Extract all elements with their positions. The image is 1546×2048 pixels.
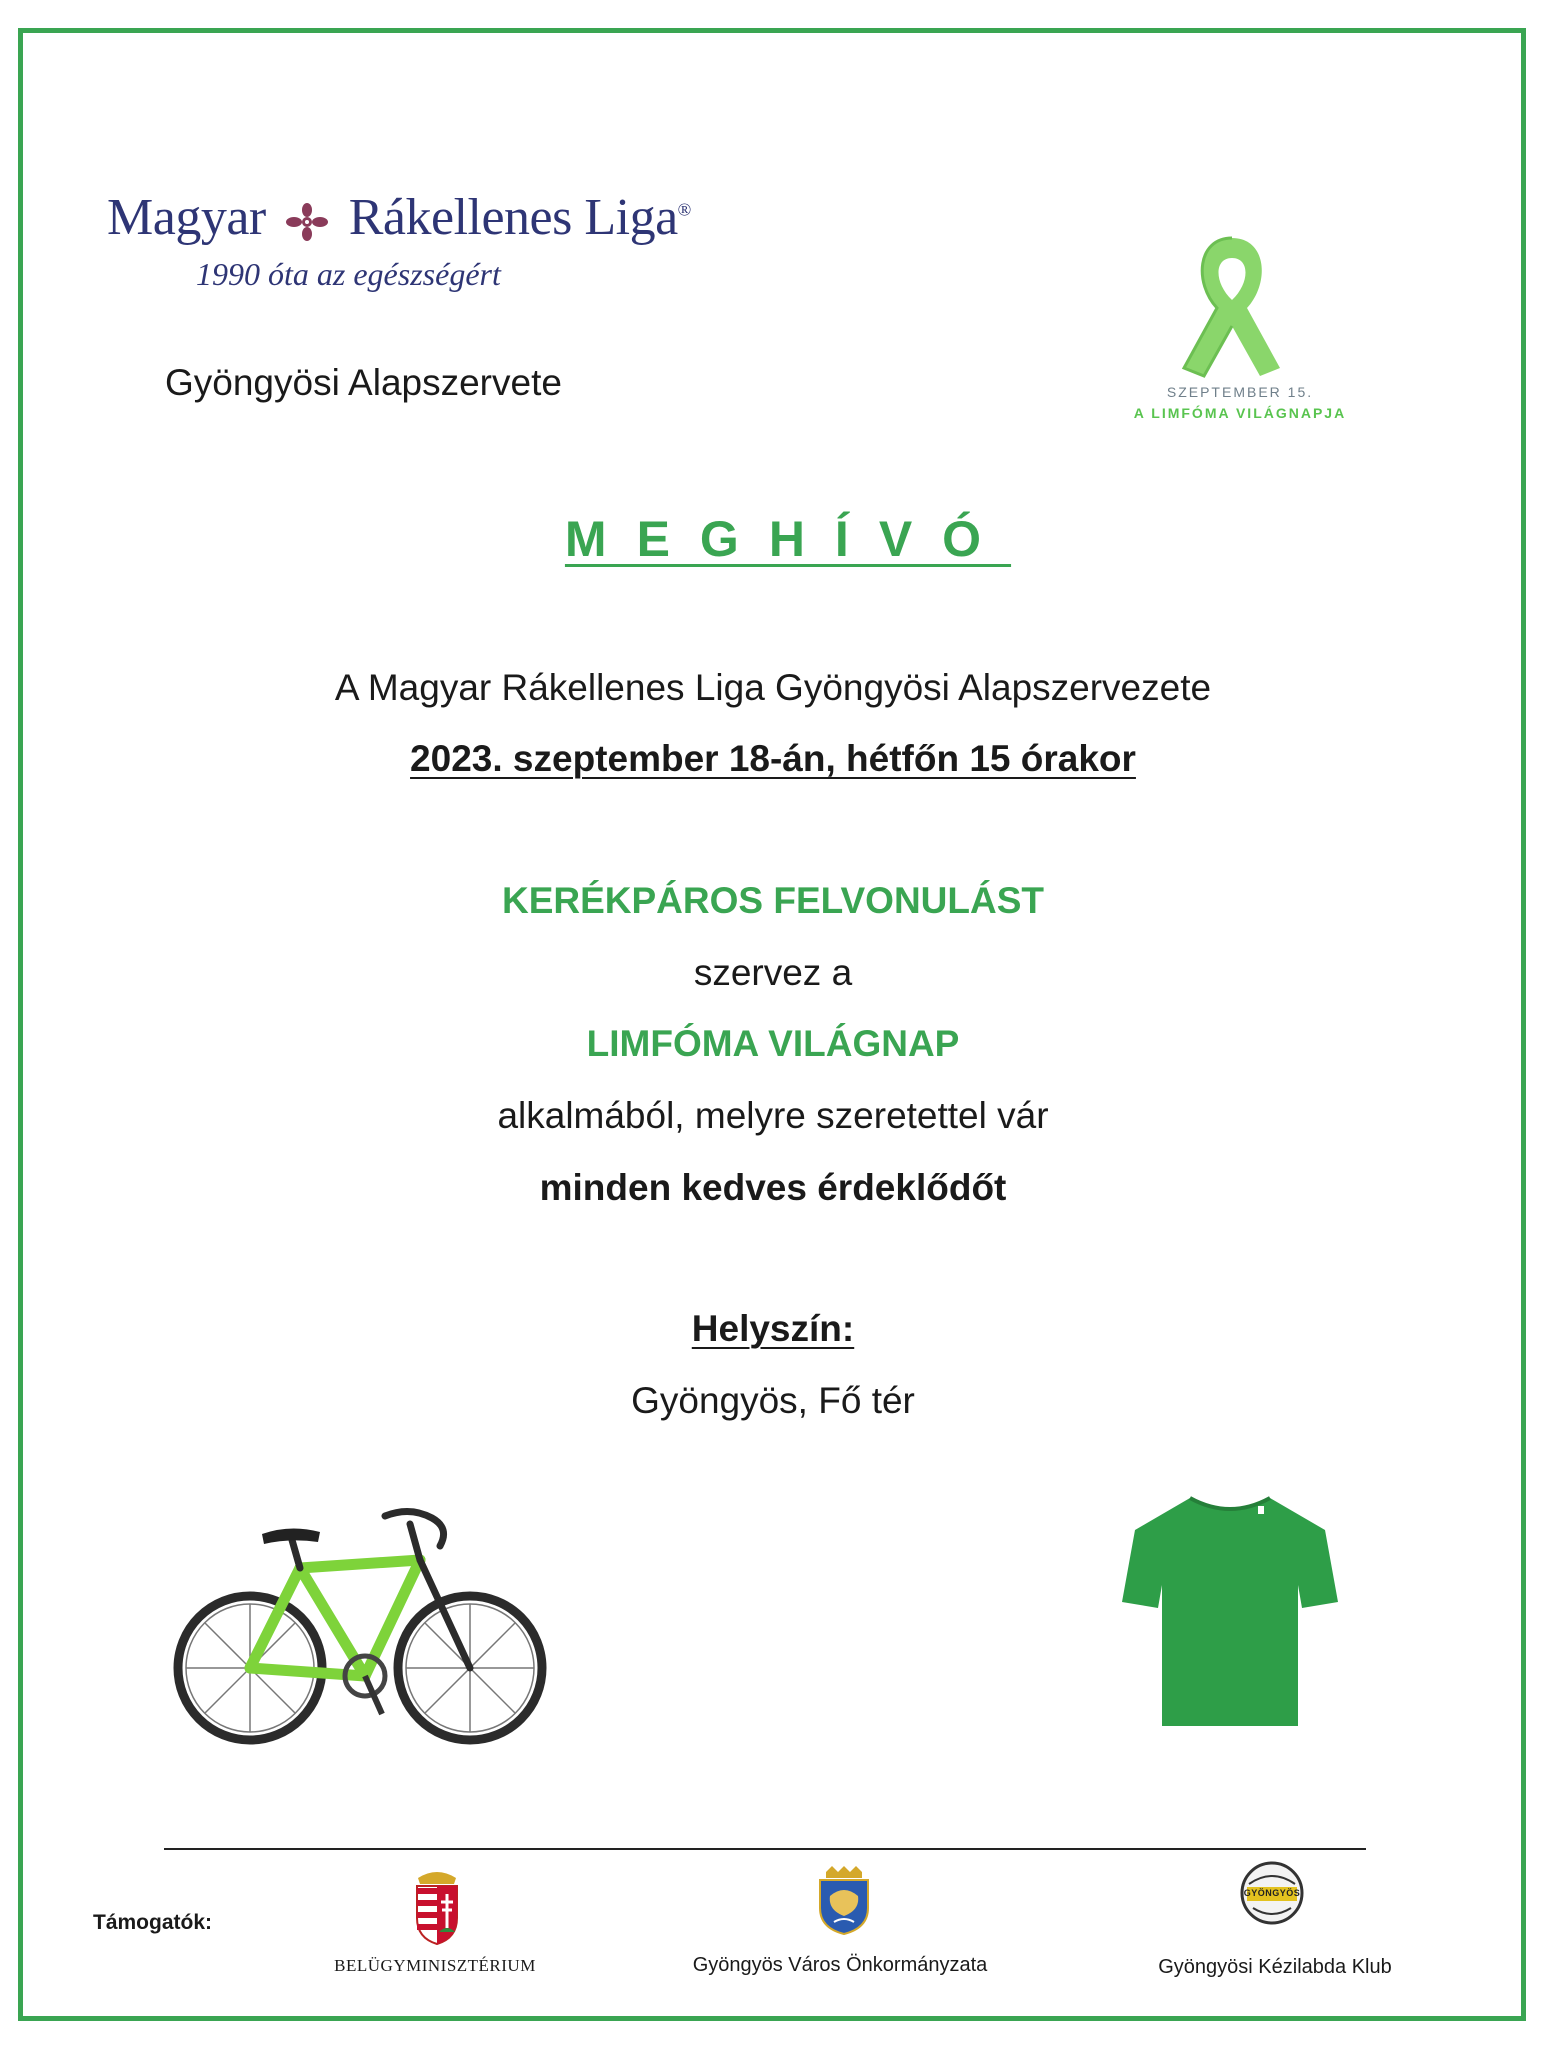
- awareness-ribbon-icon: [1172, 228, 1292, 378]
- welcome-line: alkalmából, melyre szeretettel vár: [497, 1095, 1049, 1136]
- flower-icon: [284, 202, 330, 242]
- bicycle-image: [170, 1488, 560, 1750]
- logo-name-left: Magyar: [107, 189, 266, 246]
- venue-value: Gyöngyös, Fő tér: [631, 1380, 915, 1421]
- invitation-title: [0, 510, 1546, 568]
- date-line: [0, 738, 1546, 780]
- event-name: KERÉKPÁROS FELVONULÁST: [501, 880, 1044, 921]
- sponsor-club-name: Gyöngyösi Kézilabda Klub: [1158, 1956, 1392, 1978]
- badge-text: GYÖNGYÖS: [1243, 1888, 1301, 1898]
- venue-label: [0, 1308, 1546, 1350]
- organization-name: Gyöngyösi Alapszervete: [165, 362, 562, 403]
- logo-name-right: Rákellenes Liga: [348, 189, 678, 246]
- sponsors-label: Támogatók:: [93, 1911, 213, 1934]
- ribbon-caption: A LIMFÓMA VILÁGNAPJA: [1133, 405, 1347, 421]
- date-text: 2023. szeptember 18-án, hétfőn 15 órakor: [410, 738, 1136, 779]
- audience-line: minden kedves érdeklődőt: [539, 1167, 1007, 1208]
- sponsor-ministry-name: BELÜGYMINISZTÉRIUM: [334, 1956, 536, 1975]
- organizer-line: A Magyar Rákellenes Liga Gyöngyösi Alapszervezete: [334, 667, 1212, 708]
- organizes-line: szervez a: [693, 952, 853, 993]
- coat-of-arms-icon: [412, 1866, 462, 1946]
- ribbon-date: SZEPTEMBER 15.: [1166, 384, 1314, 400]
- tshirt-image: [1120, 1490, 1340, 1735]
- title-text: MEGHÍVÓ: [564, 511, 1012, 567]
- handball-club-badge: [1239, 1860, 1305, 1926]
- venue-label-text: Helyszín:: [691, 1308, 855, 1349]
- liga-logo: [107, 188, 691, 247]
- footer-separator: [164, 1848, 1366, 1850]
- registered-mark: ®: [677, 199, 691, 220]
- occasion-name: LIMFÓMA VILÁGNAP: [586, 1023, 960, 1064]
- logo-tagline: 1990 óta az egészségért: [196, 256, 501, 292]
- sponsor-city-name: Gyöngyös Város Önkormányzata: [692, 1954, 988, 1976]
- city-coat-of-arms-icon: [816, 1866, 872, 1936]
